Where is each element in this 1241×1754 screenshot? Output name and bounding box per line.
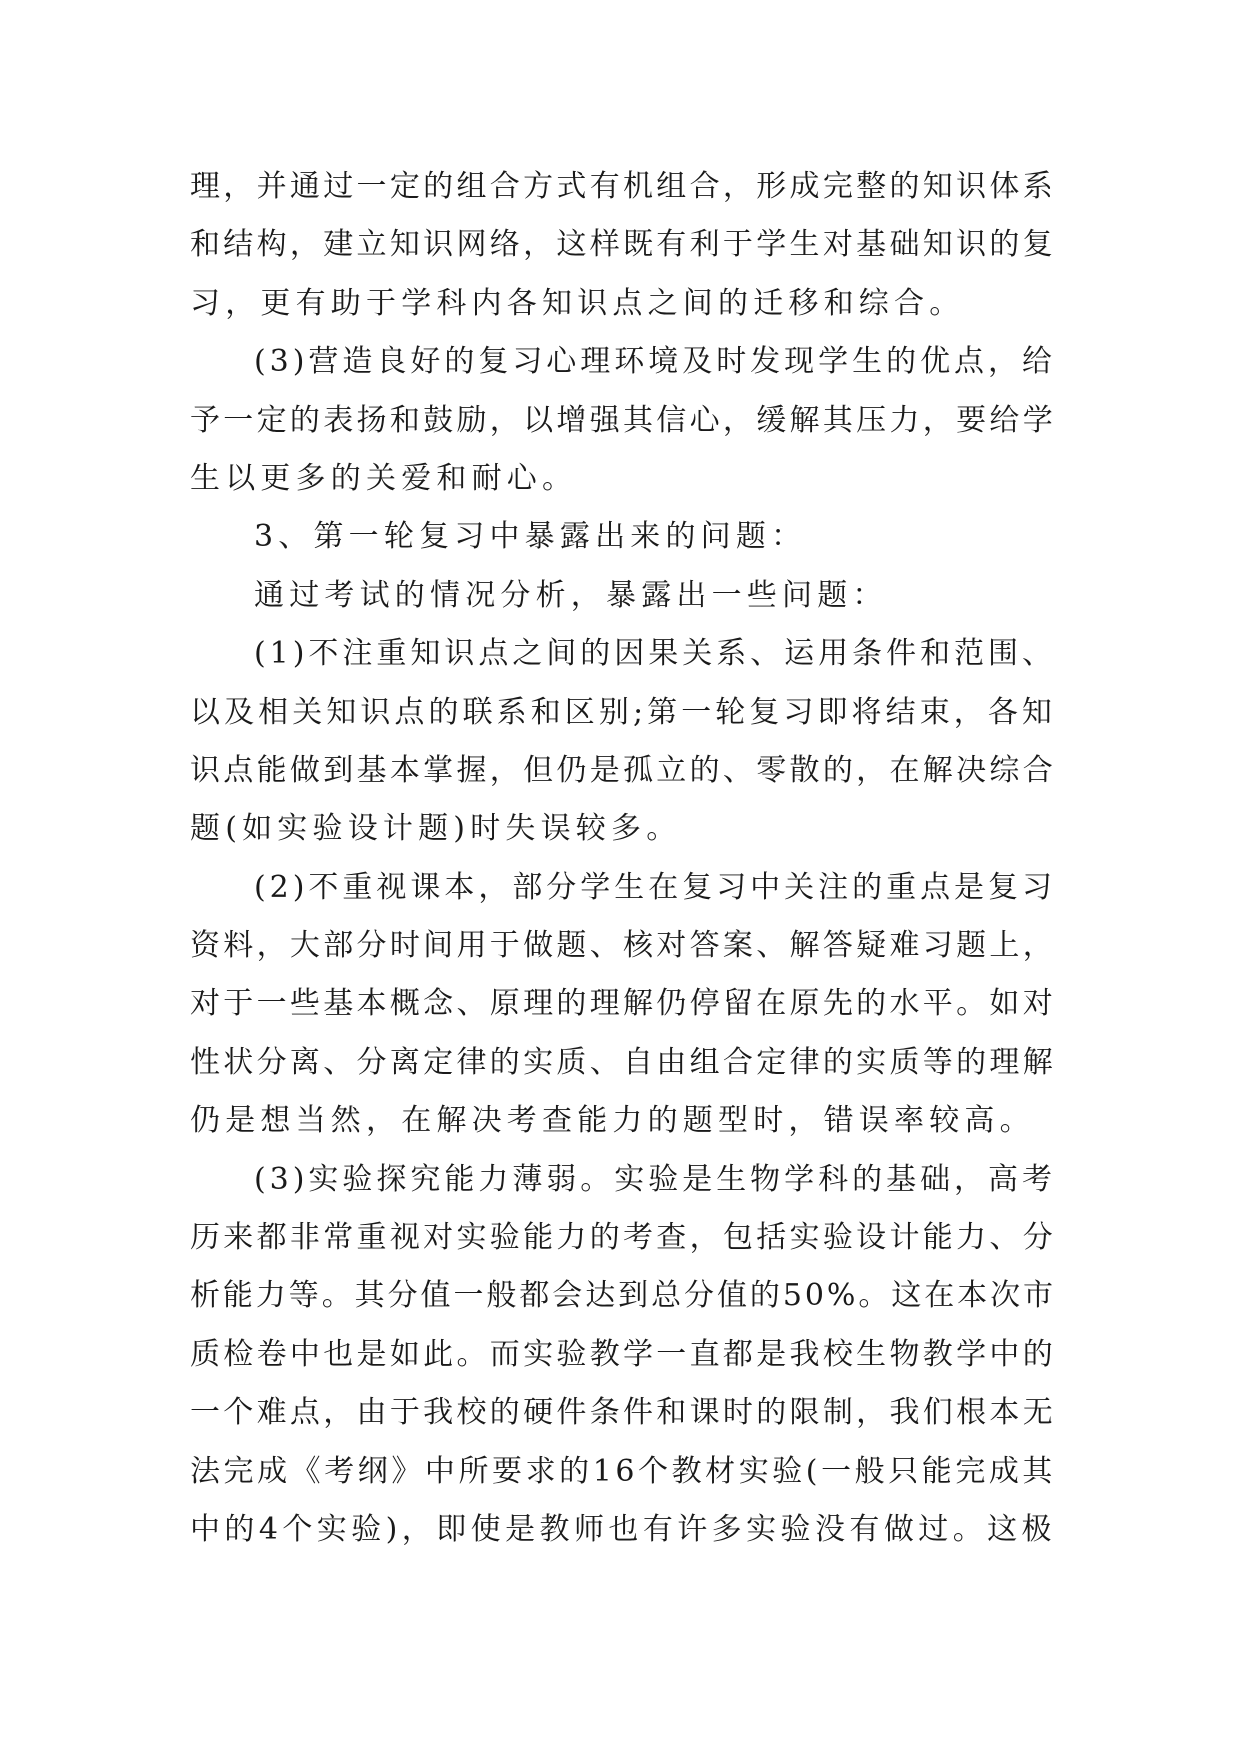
text-line: (3)实验探究能力薄弱。实验是生物学科的基础，高考 [254,1161,1056,1197]
text-line: 予一定的表扬和鼓励，以增强其信心，缓解其压力，要给学 [190,402,1056,438]
text-line: 质检卷中也是如此。而实验教学一直都是我校生物教学中的 [190,1336,1056,1372]
text-line: 以及相关知识点的联系和区别;第一轮复习即将结束，各知 [190,694,1056,730]
text-line: 资料，大部分时间用于做题、核对答案、解答疑难习题上， [190,928,1056,964]
text-line: (2)不重视课本，部分学生在复习中关注的重点是复习 [254,869,1056,905]
text-line: 历来都非常重视对实验能力的考查，包括实验设计能力、分 [190,1220,1056,1256]
text-line: 题(如实验设计题)时失误较多。 [190,811,682,847]
text-line: 性状分离、分离定律的实质、自由组合定律的实质等的理解 [190,1044,1056,1080]
text-line: 和结构，建立知识网络，这样既有利于学生对基础知识的复 [190,227,1056,263]
text-line: 识点能做到基本掌握，但仍是孤立的、零散的，在解决综合 [190,752,1056,788]
text-line: (3)营造良好的复习心理环境及时发现学生的优点，给 [254,344,1056,380]
text-line: 仍是想当然，在解决考查能力的题型时，错误率较高。 [190,1103,1035,1139]
text-line: 通过考试的情况分析，暴露出一些问题： [254,577,888,613]
text-line: 习，更有助于学科内各知识点之间的迁移和综合。 [190,285,965,321]
text-line: 3、第一轮复习中暴露出来的问题： [254,519,807,555]
text-line: 中的4个实验)，即使是教师也有许多实验没有做过。这极 [190,1511,1056,1547]
text-line: 法完成《考纲》中所要求的16个教材实验(一般只能完成其 [190,1453,1056,1489]
text-line: (1)不注重知识点之间的因果关系、运用条件和范围、 [254,636,1056,672]
text-line: 析能力等。其分值一般都会达到总分值的50%。这在本次市 [190,1278,1056,1314]
text-line: 生以更多的关爱和耐心。 [190,460,578,496]
text-line: 一个难点，由于我校的硬件条件和课时的限制，我们根本无 [190,1395,1056,1431]
text-line: 理，并通过一定的组合方式有机组合，形成完整的知识体系 [190,169,1056,204]
text-line: 对于一些基本概念、原理的理解仍停留在原先的水平。如对 [190,986,1056,1022]
document-body [190,158,1056,1559]
